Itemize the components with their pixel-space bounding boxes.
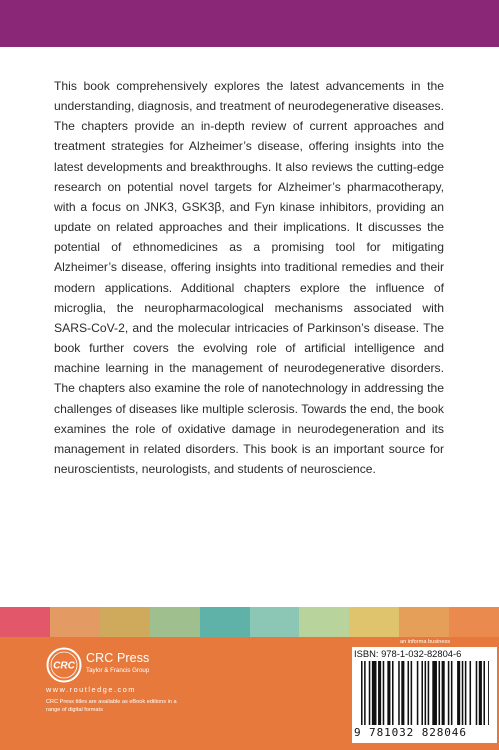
barcode-bar [372,661,377,725]
barcode-bar [439,661,441,725]
publisher-website: www.routledge.com [46,685,136,694]
barcode-box [352,647,497,743]
barcode-bar [465,661,467,725]
barcode-number: 9 781032 828046 [354,726,467,739]
barcode-bar [383,661,385,725]
barcode-bar [432,661,437,725]
barcode-bar [361,661,363,725]
publisher-name: CRC Press [86,651,150,665]
publisher-group: Taylor & Francis Group [86,667,150,674]
barcode-bar [411,661,413,725]
barcode-bar [488,661,489,725]
stripe-segment [150,607,200,637]
stripe-segment [250,607,300,637]
barcode-bar [392,661,394,725]
barcode-bar [369,661,371,725]
barcode-bar [421,661,423,725]
barcode-bar [462,661,464,725]
stripe-segment [0,607,50,637]
barcode-bar [476,661,478,725]
barcode-bar [398,661,400,725]
barcode-bar [483,661,485,725]
barcode-bar [428,661,430,725]
logo-text: CRC [53,660,75,672]
crc-press-logo-icon [46,647,82,683]
stripe-segment [399,607,449,637]
back-cover-blurb: This book comprehensively explores the latest advancements in the understanding, diagnosis, and treatment of neurodegenerative diseases. The chapters provide an in-depth review of current approaches and treatment strategies for Alzheimer’s disease, offering insights into the latest developments and breakthroughs. It also reviews the cutting-edge research on potential novel targets for Alzheimer’s pharmacotherapy, with a focus on JNK3, GSK3β, and Fyn kinase inhibitors, providing an update on related approaches and their implications. It discusses the potential of ethnomedicines as a promising tool for mitigating Alzheimer’s disease, offering insights into traditional remedies and their modern applications. Additional chapters explore the influence of microglia, the neuropharmacological mechanisms associated with SARS-CoV-2, and the molecular intricacies of Parkinson’s disease. The book further covers the evolving role of artificial intelligence and machine learning in the management of neurodegenerative disorders. The chapters also examine the role of nanotechnology in addressing the challenges of diseases like multiple sclerosis. Towards the end, the book examines the role of oxidative damage in neurodegeneration and its management in related disorders. This book is an important source for neuroscientists, neurologists, and students of neuroscience. [54,79,444,476]
informa-business-tag: an informa business [400,639,451,645]
stripe-segment [349,607,399,637]
barcode-bar [442,661,445,725]
barcode-bar [451,661,453,725]
isbn-label: ISBN: 978-1-032-82804-6 [354,648,462,659]
barcode-icon [361,661,489,725]
barcode-bar [457,661,460,725]
barcode-bar [479,661,482,725]
barcode-bar [417,661,419,725]
top-color-band [0,0,499,47]
barcode-bar [448,661,450,725]
barcode-bar [425,661,427,725]
ebook-note: CRC Press titles are available as eBook editions in a range of digital formats [46,699,177,713]
stripe-segment [100,607,150,637]
barcode-bar [401,661,404,725]
stripe-segment [50,607,100,637]
barcode-bar [408,661,410,725]
stripe-segment [200,607,250,637]
stripe-segment [449,607,499,637]
barcode-bar [387,661,390,725]
color-stripe [0,607,499,637]
stripe-segment [299,607,349,637]
barcode-bar [470,661,472,725]
barcode-bar [364,661,366,725]
barcode-bar [378,661,381,725]
